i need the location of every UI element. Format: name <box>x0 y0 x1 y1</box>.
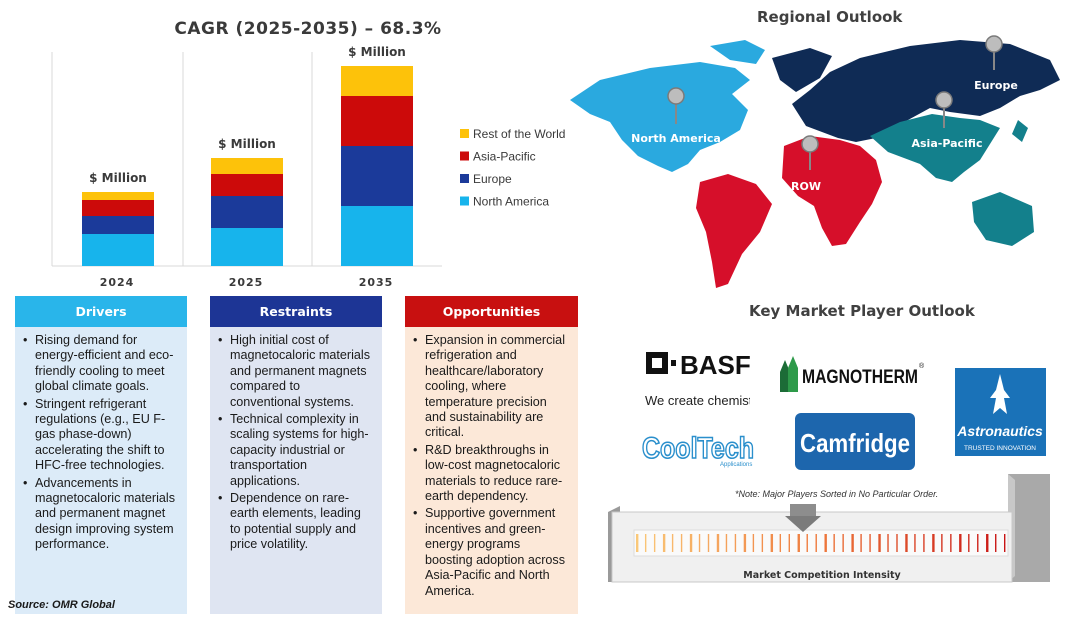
magnotherm-name: MAGNOTHERM <box>802 367 918 388</box>
intensity-tick <box>842 534 843 552</box>
intensity-tick <box>896 534 897 552</box>
intensity-tick <box>699 534 700 552</box>
restraints-body <box>210 327 382 614</box>
chart-legend <box>460 127 565 209</box>
players-title: Key Market Player Outlook <box>749 302 975 320</box>
players-note: *Note: Major Players Sorted in No Particular Order. <box>735 489 939 499</box>
basf-name: BASF <box>680 350 750 380</box>
magnotherm-logo <box>776 352 926 396</box>
bar-segment-north-america <box>341 206 413 266</box>
market-size-chart <box>0 0 590 292</box>
driver-item: • Rising demand for energy-efficient and eco-friendly cooling to meet global climate goals. <box>23 333 179 395</box>
bar-segment-asia-pacific <box>211 174 283 196</box>
intensity-tick <box>851 534 853 552</box>
legend-swatch <box>460 197 469 206</box>
bar-segment-north-america <box>211 228 283 266</box>
label-row: ROW <box>791 180 821 193</box>
intensity-tick <box>869 534 870 552</box>
opportunities-title: Opportunities <box>405 296 578 327</box>
restraints-title: Restraints <box>210 296 382 327</box>
intensity-tick <box>771 534 773 552</box>
intensity-tick <box>708 534 709 552</box>
intensity-tick <box>780 534 781 552</box>
opportunities-body <box>405 327 578 614</box>
intensity-tick <box>735 534 736 552</box>
region-south-america <box>696 174 772 288</box>
intensity-tick <box>1004 534 1005 552</box>
intensity-tick <box>690 534 692 552</box>
drivers-title: Drivers <box>15 296 187 327</box>
intensity-tick <box>968 534 969 552</box>
bar-segment-europe <box>211 196 283 228</box>
bar-segment-north-america <box>82 234 154 266</box>
intensity-tick <box>636 534 638 552</box>
chart-bars <box>82 45 413 289</box>
legend-swatch <box>460 174 469 183</box>
intensity-tick <box>672 534 673 552</box>
intensity-tick <box>753 534 754 552</box>
intensity-tick <box>887 534 888 552</box>
camfridge-name: Camfridge <box>800 428 910 458</box>
driver-item: • Advancements in magnetocaloric materials and permanent magnet design improving system performance. <box>23 476 179 553</box>
intensity-tick <box>833 534 834 552</box>
label-europe: Europe <box>974 79 1018 92</box>
intensity-tick <box>824 534 826 552</box>
intensity-tick <box>816 534 817 552</box>
intensity-tick <box>977 534 978 552</box>
region-north-america <box>570 40 765 172</box>
astronautics-name: Astronautics <box>957 423 1043 439</box>
intensity-tick <box>744 534 746 552</box>
intensity-tick <box>717 534 719 552</box>
intensity-tick <box>681 534 682 552</box>
intensity-tick <box>986 534 988 552</box>
restraint-item: • Dependence on rare-earth elements, leading to potential supply and price volatility. <box>218 491 374 553</box>
x-tick-label: 2024 <box>99 276 135 289</box>
intensity-tick <box>950 534 951 552</box>
intensity-tick <box>789 534 790 552</box>
intensity-tick <box>959 534 961 552</box>
intensity-tick <box>798 534 800 552</box>
drivers-panel <box>15 296 187 614</box>
bar-segment-asia-pacific <box>341 96 413 146</box>
bar-value-label: $ Million <box>218 137 276 151</box>
opportunity-item: • Expansion in commercial refrigeration and healthcare/laboratory cooling, where temperature precision and sustainability are critical. <box>413 333 570 441</box>
intensity-tick <box>860 534 861 552</box>
intensity-tick <box>807 534 808 552</box>
intensity-tick <box>941 534 942 552</box>
cooltech-sub: Applications <box>720 462 753 468</box>
camfridge-logo <box>795 413 915 470</box>
opportunities-panel <box>405 296 578 614</box>
legend-label: Rest of the World <box>473 127 566 141</box>
drivers-body <box>15 327 187 614</box>
intensity-tick <box>914 534 915 552</box>
intensity-tick <box>923 534 924 552</box>
bar-segment-asia-pacific <box>82 200 154 216</box>
label-asia-pacific: Asia-Pacific <box>911 137 983 150</box>
legend-label: North America <box>473 194 550 209</box>
legend-label: Europe <box>473 172 512 186</box>
x-tick-label: 2035 <box>358 276 394 289</box>
bar-value-label: $ Million <box>89 171 147 185</box>
magnotherm-mark: ® <box>919 363 925 370</box>
astronautics-logo <box>955 368 1046 456</box>
basf-tagline: We create chemis <box>645 393 749 408</box>
intensity-tick <box>762 534 763 552</box>
cooltech-name: CoolTech <box>642 432 754 465</box>
label-north-america: North America <box>631 132 721 145</box>
regional-outlook-title: Regional Outlook <box>757 8 903 26</box>
driver-item: • Stringent refrigerant regulations (e.g., EU F-gas phase-down) accelerating the shift to HFC-free technologies. <box>23 397 179 474</box>
bar-segment-europe <box>82 216 154 234</box>
intensity-tick <box>878 534 880 552</box>
bar-segment-rest-of-the-world <box>341 66 413 96</box>
world-map <box>560 32 1073 294</box>
intensity-tick <box>932 534 934 552</box>
cooltech-logo <box>640 424 758 468</box>
intensity-tick <box>726 534 727 552</box>
opportunity-item: • R&D breakthroughs in low-cost magnetocaloric materials to reduce rare-earth dependency. <box>413 443 570 505</box>
bar-segment-europe <box>341 146 413 206</box>
intensity-tick <box>645 534 646 552</box>
restraint-item: • Technical complexity in scaling systems for high-capacity industrial or transportation applications. <box>218 412 374 489</box>
intensity-tick <box>905 534 907 552</box>
basf-logo <box>640 346 750 412</box>
region-asia-pacific <box>870 114 1034 246</box>
bar-segment-rest-of-the-world <box>211 158 283 174</box>
x-tick-label: 2025 <box>228 276 264 289</box>
legend-swatch <box>460 129 469 138</box>
source-note: Source: OMR Global <box>8 599 115 611</box>
intensity-tick <box>995 534 996 552</box>
bar-value-label: $ Million <box>348 45 406 59</box>
opportunity-item: • Supportive government incentives and green-energy programs boosting adoption across Asia-Pacific and North America. <box>413 506 570 598</box>
restraints-panel <box>210 296 382 614</box>
restraint-item: • High initial cost of magnetocaloric materials and permanent magnets compared to conventional systems. <box>218 333 374 410</box>
intensity-tick <box>663 534 665 552</box>
legend-label: Asia-Pacific <box>473 149 536 164</box>
competition-intensity-gauge <box>600 470 1050 586</box>
chart-title: CAGR (2025-2035) – 68.3% <box>174 19 442 39</box>
bar-segment-rest-of-the-world <box>82 192 154 200</box>
intensity-label: Market Competition Intensity <box>743 570 901 581</box>
intensity-tick <box>654 534 655 552</box>
astronautics-tagline: TRUSTED INNOVATION <box>964 445 1036 452</box>
legend-swatch <box>460 152 469 161</box>
